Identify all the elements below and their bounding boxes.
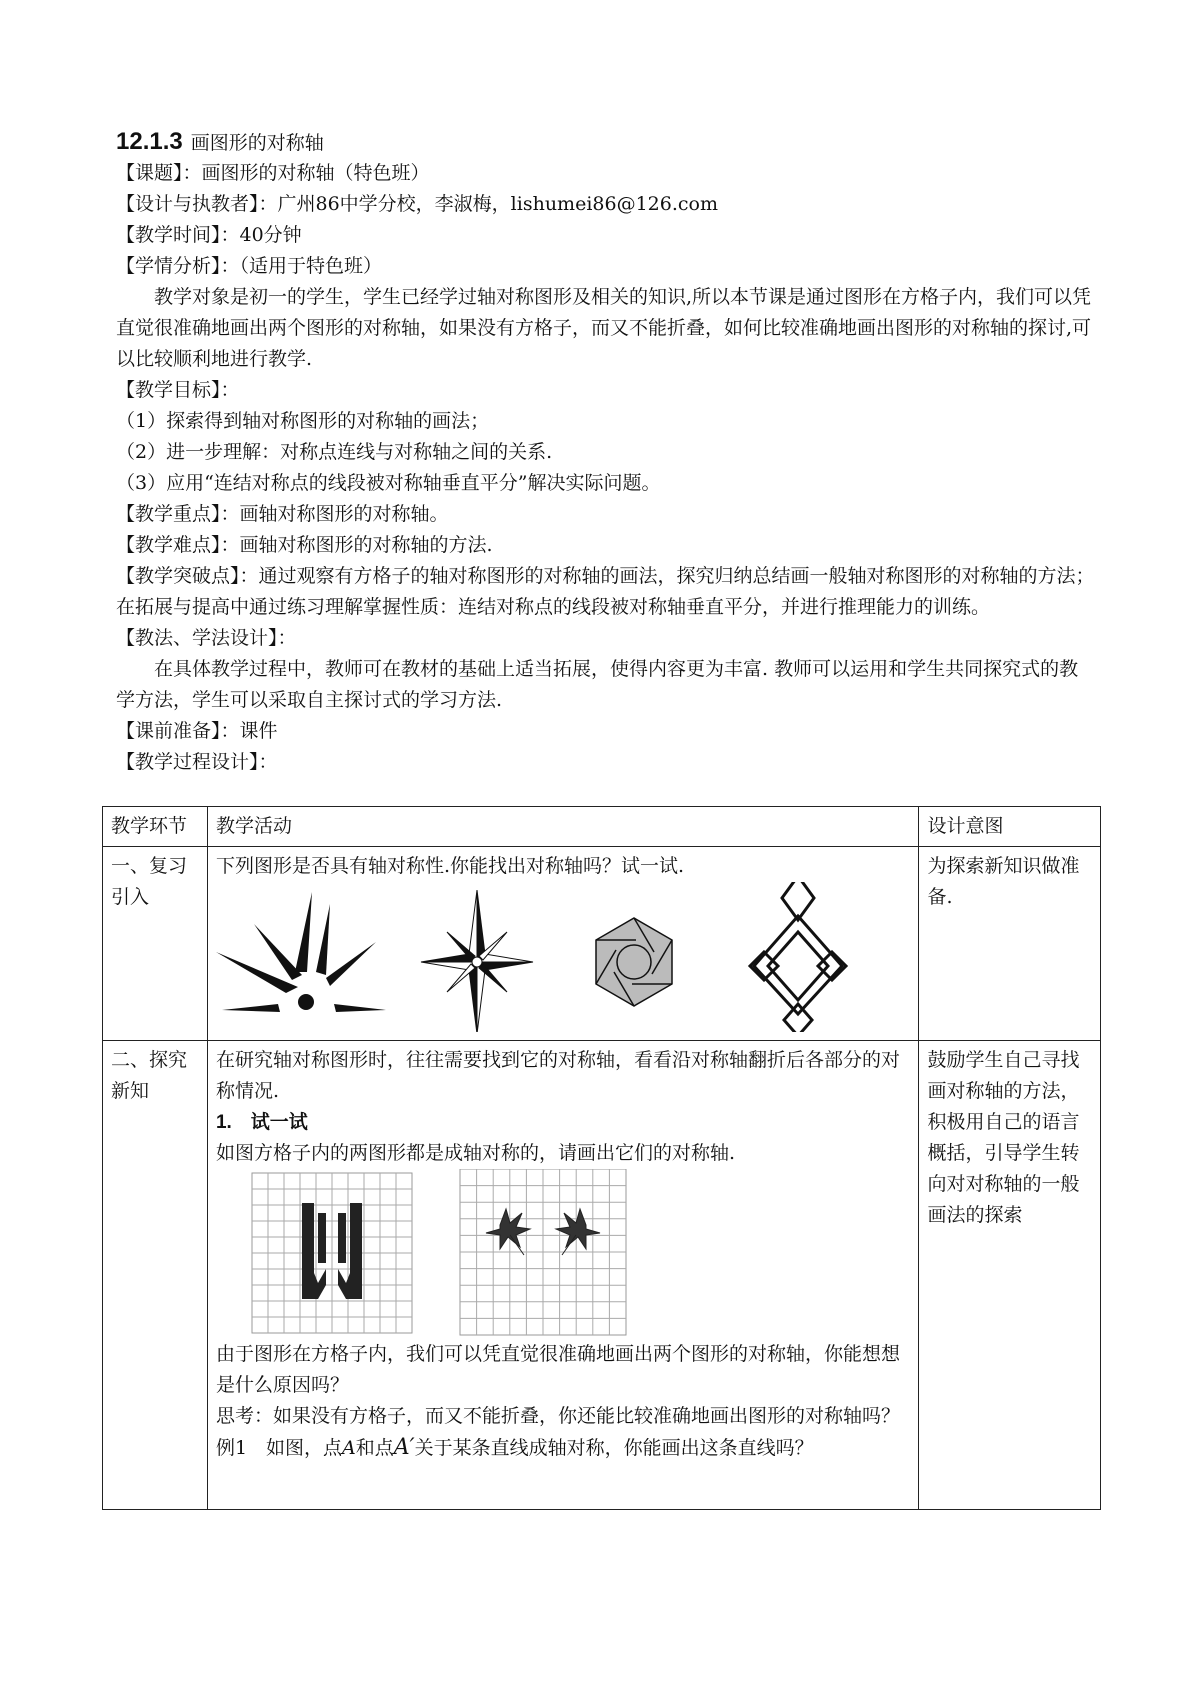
compass-star-shape [421,890,533,1032]
difficulty: 【教学难点】：画轴对称图形的对称轴的方法. [116,534,493,556]
student-analysis-paragraph: 教学对象是初一的学生，学生已经学过轴对称图形及相关的知识,所以本节课是通过图形在方格子内，我们可以凭直觉很准确地画出两个图形的对称轴，如果没有方格子，而又不能折叠，如何比较准确地画出图形的对称轴的探讨,可以比较顺利地进行教学. [116,286,1092,370]
breakthrough: 【教学突破点】：通过观察有方格子的轴对称图形的对称轴的画法，探究归纳总结画一般轴对称图形的对称轴的方法；在拓展与提高中通过练习理解掌握性质：连结对称点的线段被对称轴垂直平分，并进行推理能力的训练。 [116,565,1095,618]
teaching-time: 【教学时间】：40分钟 [116,224,302,246]
hexagon-aperture-shape [596,918,672,1006]
process-label: 【教学过程设计】： [116,751,278,773]
activity-text: 下列图形是否具有轴对称性.你能找出对称轴吗？试一试. [215,855,685,877]
key-point: 【教学重点】：画轴对称图形的对称轴。 [116,503,449,525]
grid-left [252,1173,412,1333]
section-number: 12.1.3 [116,128,183,155]
maple-leaf-right [556,1209,600,1255]
task-text: 如图方格子内的两图形都是成轴对称的，请画出它们的对称轴. [215,1142,735,1164]
header-intent: 设计意图 [919,807,1101,847]
point-a-prime-label: A′ [393,1435,415,1460]
maple-leaf-left [486,1209,530,1255]
method-paragraph: 在具体教学过程中，教师可在教材的基础上适当拓展，使得内容更为丰富. 教师可以运用和学生共同探究式的教学方法，学生可以采取自主探讨式的学习方法. [116,658,1079,711]
stage-cell: 二、探究新知 [103,1041,208,1510]
goal-item: （1）探索得到轴对称图形的对称轴的画法； [116,410,490,432]
section-title [116,126,1096,158]
lesson-topic: 【课题】：画图形的对称轴（特色班） [116,162,430,184]
grid-right [460,1169,626,1335]
activity-cell [207,1041,919,1510]
think-text: 思考：如果没有方格子，而又不能折叠，你还能比较准确地画出图形的对称轴吗？ [215,1405,900,1427]
nested-diamonds-shape [750,882,846,1032]
student-analysis-label: 【学情分析】：（适用于特色班） [116,255,383,277]
table-row [103,1041,1101,1510]
goals-label: 【教学目标】： [116,379,240,401]
intent-cell: 为探索新知识做准备. [919,847,1101,1041]
preparation: 【课前准备】：课件 [116,720,278,742]
point-a-label: A [342,1437,356,1459]
intent-cell: 鼓励学生自己寻找画对称轴的方法，积极用自己的语言概括，引导学生转向对对称轴的一般画法的探索 [919,1041,1101,1510]
table-row [103,847,1101,1041]
goal-item: （2）进一步理解：对称点连线与对称轴之间的关系. [116,441,553,463]
symmetric-shapes-figure [216,882,876,1032]
question-text: 由于图形在方格子内，我们可以凭直觉很准确地画出两个图形的对称轴，你能想想是什么原因吗？ [215,1343,900,1396]
grid-figures [216,1169,876,1339]
example-mid: 和点 [355,1437,394,1459]
method-label: 【教法、学法设计】： [116,627,297,649]
process-table [102,806,1101,1510]
header-stage: 教学环节 [103,807,208,847]
activity-cell [207,847,919,1041]
designer-line: 【设计与执教者】：广州86中学分校，李淑梅，lishumei86@126.com [116,193,718,215]
try-it-heading: 1. 试一试 [215,1112,308,1133]
activity-intro: 在研究轴对称图形时，往往需要找到它的对称轴，看看沿对称轴翻折后各部分的对称情况. [215,1049,900,1102]
goal-item: （3）应用“连结对称点的线段被对称轴垂直平分”解决实际问题。 [116,472,661,494]
section-title-text: 画图形的对称轴 [190,132,324,154]
table-header-row [103,807,1101,847]
header-activity: 教学活动 [207,807,919,847]
example-post: 关于某条直线成轴对称，你能画出这条直线吗？ [414,1437,814,1459]
stage-cell: 一、复习引入 [103,847,208,1041]
example-prefix: 例1 如图，点 [215,1437,343,1459]
starburst-shape [216,892,386,1012]
document-body [116,126,1096,778]
example-text [216,1432,911,1464]
